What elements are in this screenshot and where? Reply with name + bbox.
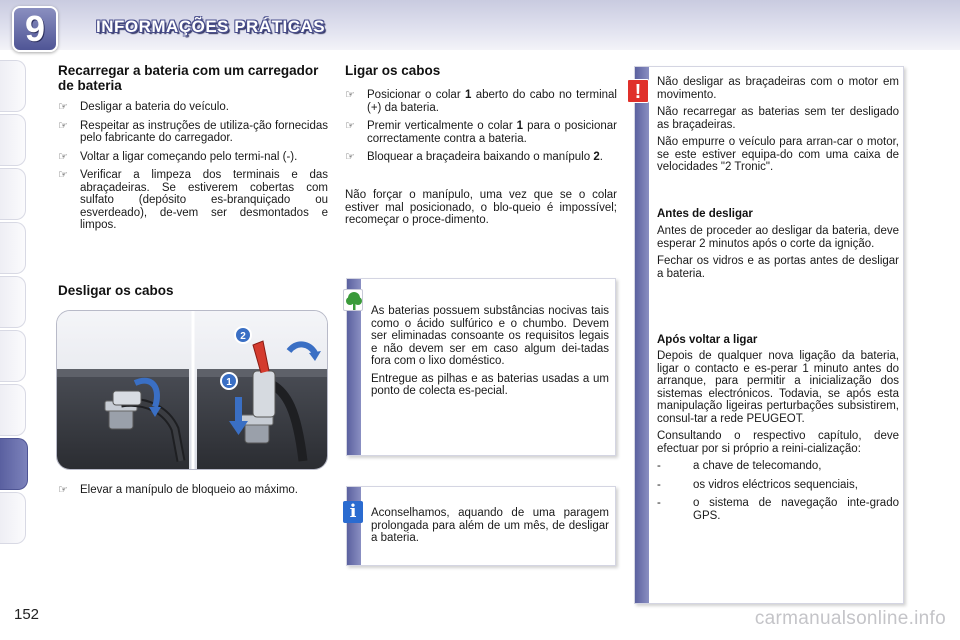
- after-reconnect-text: Depois de qualquer nova ligação da bateria, ligar o contacto e es-perar 1 minuto antes do arranque, para permitir a inicialização dos sistemas electrónicos. Todavia, se após esta manipulação ligeiras perturbações subsistirem, consul-tar a rede PEUGEOT.: [657, 350, 899, 425]
- chapter-badge: 9: [12, 6, 58, 52]
- environment-note-text: As baterias possuem substâncias nocivas tais como o ácido sulfúrico e o chumbo. Devem ser eliminadas consoante os requisitos legais e não devem ser em caso algum dei-tadas fora com o lixo doméstico.: [371, 305, 609, 367]
- info-note-text: Aconselhamos, aquando de uma paragem prolongada para além de um mês, de desligar a bateria.: [371, 507, 609, 544]
- disconnect-steps-list: [58, 484, 328, 503]
- recharge-steps-list: [58, 101, 328, 238]
- before-disconnect-text: Fechar os vidros e as portas antes de desligar a bateria.: [657, 255, 899, 280]
- list-item: ☞ Posicionar o colar 1 aberto do cabo no terminal (+) da bateria.: [345, 89, 617, 114]
- page-number: 152: [14, 606, 40, 623]
- warning-note-box: [634, 66, 904, 604]
- environment-note-text: Entregue as pilhas e as baterias usadas a um ponto de colecta es-pecial.: [371, 372, 609, 397]
- info-note-box: [346, 486, 616, 566]
- chapter-title: INFORMAÇÕES PRÁTICAS: [96, 17, 326, 36]
- list-item: ☞ Bloquear a braçadeira baixando o manípulo 2.: [345, 151, 603, 163]
- chapter-tab[interactable]: [0, 330, 26, 382]
- section-heading-disconnect: Desligar os cabos: [58, 283, 174, 298]
- list-item: ☞ Premir verticalmente o colar 1 para o posicionar correctamente contra a bateria.: [345, 120, 617, 145]
- pointer-hand-icon: ☞: [345, 151, 355, 163]
- chapter-tab[interactable]: [0, 60, 26, 112]
- after-reconnect-text: Consultando o respectivo capítulo, deve efectuar por si próprio a reini-cialização:: [657, 430, 899, 455]
- list-item: ☞ Elevar a manípulo de bloqueio ao máximo.: [58, 484, 298, 496]
- chapter-tab[interactable]: [0, 384, 26, 436]
- pointer-hand-icon: ☞: [58, 484, 68, 496]
- section-heading-recharge: Recarregar a bateria com um carregador de bateria: [58, 63, 319, 93]
- figure-marker-1: 1: [226, 377, 232, 388]
- chapter-tab[interactable]: [0, 168, 26, 220]
- list-item: ☞ Respeitar as instruções de utiliza-ção fornecidas pelo fabricante do carregador.: [58, 119, 328, 144]
- list-item: - a chave de telecomando,: [657, 460, 822, 472]
- chapter-tab[interactable]: [0, 276, 26, 328]
- connect-caution-paragraph: Não forçar o manípulo, uma vez que se o colar estiver mal posicionado, o blo-queio é impossível; recomeçar o proce-dimento.: [345, 189, 617, 226]
- list-item: ☞ Verificar a limpeza dos terminais e das abraçadeiras. Se estiverem cobertas com sulfato (depósito es-branquiçado ou esverdeado), de-vem ser desmontados e limpos.: [58, 169, 328, 231]
- reinit-items-list: [657, 460, 899, 522]
- pointer-hand-icon: ☞: [58, 119, 68, 132]
- battery-clamp-illustration: [56, 310, 328, 470]
- pointer-hand-icon: ☞: [58, 169, 68, 181]
- figure-marker-2: 2: [240, 331, 246, 342]
- list-item: ☞ Desligar a bateria do veículo.: [58, 101, 229, 113]
- pointer-hand-icon: ☞: [58, 150, 68, 163]
- chapter-tab-strip: [0, 60, 28, 580]
- warning-text: Não empurre o veículo para arran-car o motor, se este estiver equipa-do com uma caixa de velocidades "2 Tronic".: [657, 136, 899, 173]
- list-item: - o sistema de navegação inte-grado GPS.: [657, 497, 899, 522]
- list-item: - os vidros eléctricos sequenciais,: [657, 478, 858, 491]
- warning-text: Não desligar as braçadeiras com o motor em movimento.: [657, 76, 899, 101]
- environment-note-box: [346, 278, 616, 456]
- chapter-tab[interactable]: [0, 114, 26, 166]
- before-disconnect-text: Antes de proceder ao desligar da bateria, deve esperar 2 minutos após o corte da ignição.: [657, 225, 899, 250]
- info-icon: i: [343, 501, 363, 523]
- warning-text: Não recarregar as baterias sem ter desligado as braçadeiras.: [657, 106, 899, 131]
- chapter-tab-active[interactable]: [0, 438, 28, 490]
- chapter-tab[interactable]: [0, 492, 26, 544]
- heading-after-reconnect: Após voltar a ligar: [657, 334, 758, 346]
- tree-icon: [343, 289, 363, 311]
- pointer-hand-icon: ☞: [345, 89, 355, 101]
- warning-icon: !: [627, 79, 649, 103]
- section-heading-connect: Ligar os cabos: [345, 63, 441, 78]
- pointer-hand-icon: ☞: [345, 120, 355, 132]
- connect-steps-list: [345, 89, 617, 170]
- list-item: ☞ Voltar a ligar começando pelo termi-nal (-).: [58, 150, 298, 163]
- chapter-tab[interactable]: [0, 222, 26, 274]
- watermark: carmanualsonline.info: [754, 608, 946, 629]
- heading-before-disconnect: Antes de desligar: [657, 208, 753, 220]
- pointer-hand-icon: ☞: [58, 101, 68, 113]
